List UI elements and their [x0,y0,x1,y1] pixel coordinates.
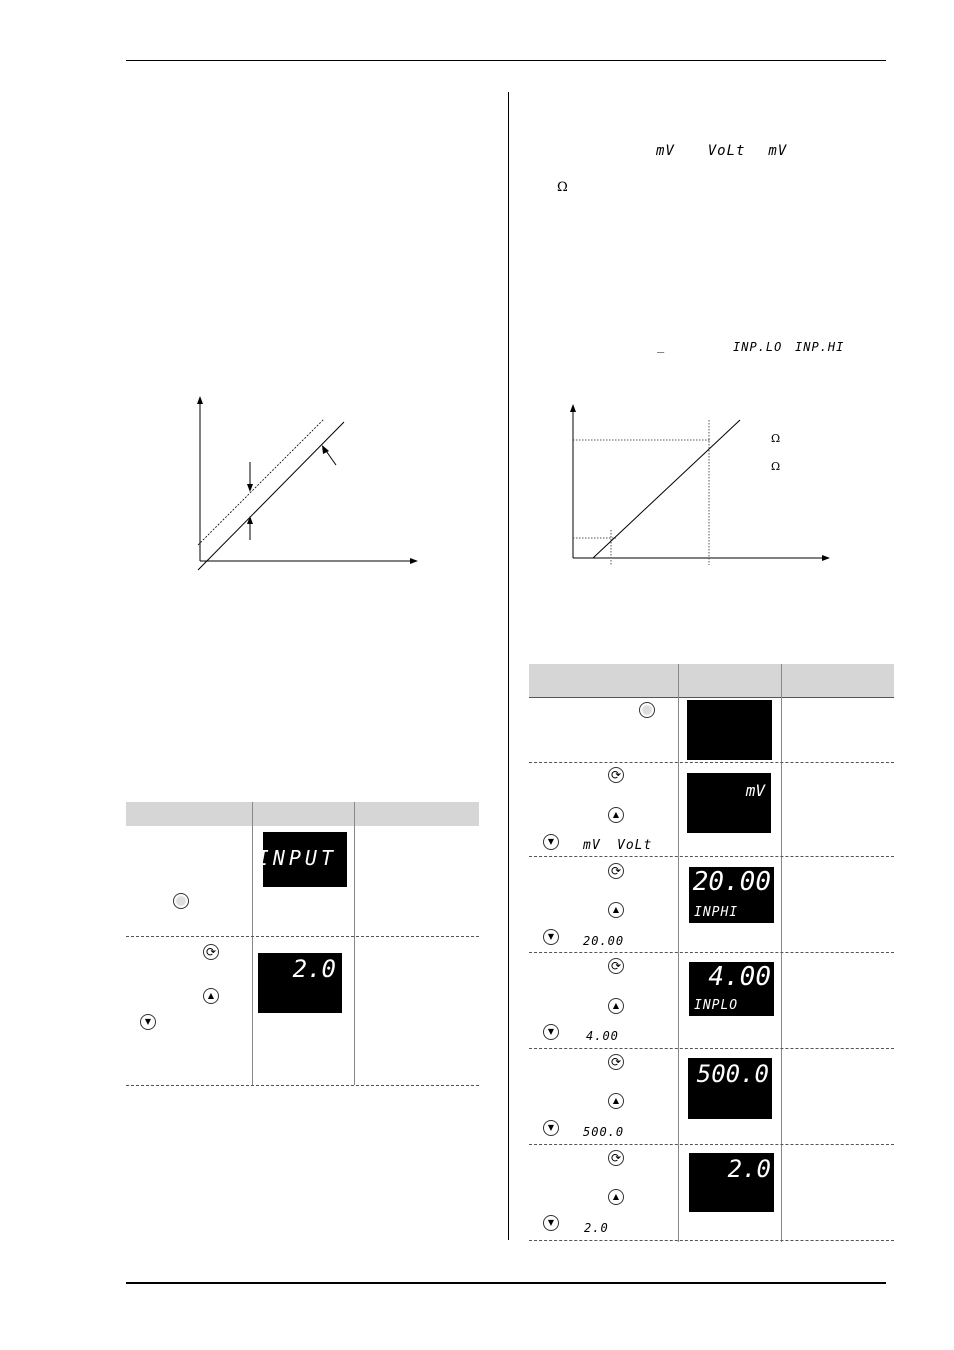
display-inphi [689,867,774,923]
value-note: 500.0 [583,1125,625,1139]
display-inphi-value: 20.00 [692,867,771,897]
down-button[interactable]: ▼ [543,1215,559,1231]
page-button[interactable] [173,893,189,909]
display-input [256,832,347,887]
scroll-button[interactable]: ⟳ [203,944,219,960]
scroll-button[interactable]: ⟳ [608,1054,624,1070]
up-button[interactable]: ▲ [203,988,219,1004]
graph-ohm-label-2: Ω [771,460,781,473]
mv-unit: mV [656,143,675,159]
display-input-text: INPUT [256,846,337,870]
up-button[interactable]: ▲ [608,807,624,823]
footer-rule [126,1282,886,1284]
value-note: 4.00 [586,1029,619,1043]
scroll-button[interactable]: ⟳ [608,958,624,974]
display-offset [258,953,342,1013]
ohm-symbol: Ω [557,180,568,195]
up-button[interactable]: ▲ [608,1093,624,1109]
graph-ohm-label-1: Ω [771,432,781,445]
display-inplo-value: 4.00 [708,962,771,992]
page-button[interactable] [639,702,655,718]
y-axis-arrow [570,404,576,412]
down-button[interactable]: ▼ [543,1024,559,1040]
underscore: _ [657,339,666,353]
inp-hi-label: INP.HI [795,340,845,354]
down-button[interactable]: ▼ [543,834,559,850]
input-range-graph [560,400,840,570]
offset-line [198,419,324,545]
up-button[interactable]: ▲ [608,998,624,1014]
transfer-line [593,420,740,558]
offset-graph [190,390,422,575]
down-button[interactable]: ▼ [543,929,559,945]
x-axis-arrow [410,558,418,564]
down-button[interactable]: ▼ [140,1014,156,1030]
inp-lo-label: INP.LO [733,340,783,354]
mv-unit-2: mV [768,143,788,159]
param-line [657,339,665,353]
display-inplo-label: INPLO [694,998,739,1013]
display-offset-text: 2.0 [292,955,336,983]
scroll-button[interactable]: ⟳ [608,863,624,879]
unit-note-mv: mV [583,838,601,853]
right-table-header [529,664,894,697]
unit-line [656,143,787,159]
value-note: 20.00 [583,934,625,948]
volt-unit: VoLt [707,143,746,159]
scroll-button[interactable]: ⟳ [608,1150,624,1166]
display-inphi-label: INPHI [694,905,739,920]
true-line [198,422,344,570]
y-axis-arrow [197,396,203,404]
down-button[interactable]: ▼ [543,1120,559,1136]
unit-note-volt: VoLt [617,838,653,853]
header-rule [126,60,886,61]
display-blank [687,700,772,760]
column-divider [508,92,509,1240]
display-range-hi-value: 500.0 [696,1060,769,1088]
scroll-button[interactable]: ⟳ [608,767,624,783]
x-axis-arrow [822,555,830,561]
display-inplo [689,962,774,1016]
display-range-hi [688,1058,772,1119]
up-button[interactable]: ▲ [608,902,624,918]
left-table-header [126,802,479,826]
display-units [687,773,771,833]
display-range-lo [689,1153,774,1212]
up-button[interactable]: ▲ [608,1189,624,1205]
display-range-lo-value: 2.0 [727,1155,771,1183]
display-units-text: mV [745,781,765,800]
value-note: 2.0 [584,1221,609,1235]
